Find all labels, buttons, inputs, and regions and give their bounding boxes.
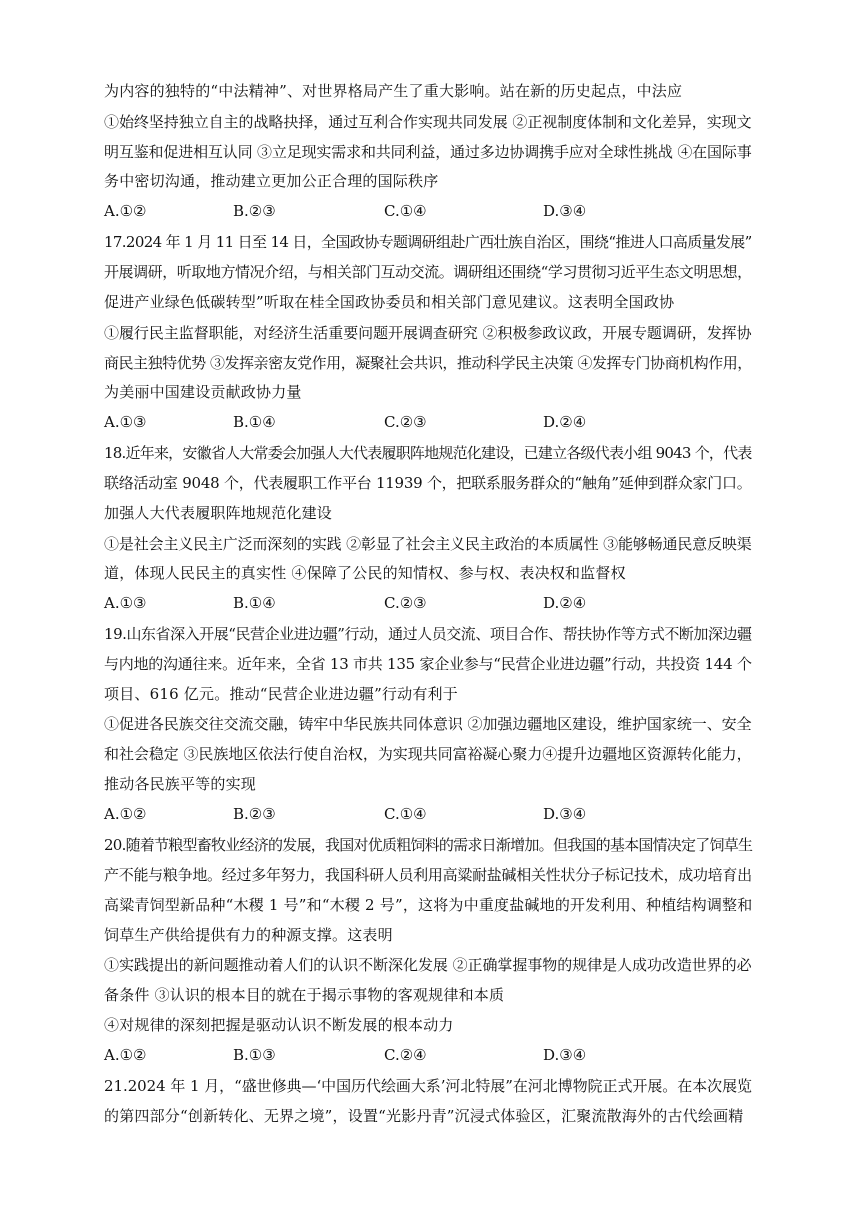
q19-statements-line-2: 和社会稳定 ③民族地区依法行使自治权，为实现共同富裕凝心聚力④提升边疆地区资源转化能力， [104,745,752,763]
q17-option-a[interactable]: A.①③ [104,413,147,431]
q17-option-b[interactable]: B.①④ [233,413,276,431]
q16-stem-continuation: 为内容的独特的“中法精神”、对世界格局产生了重大影响。站在新的历史起点，中法应 [104,82,683,100]
q20-option-c[interactable]: C.②④ [384,1046,427,1064]
q18-statements-line-1: ①是社会主义民主广泛而深刻的实践 ②彰显了社会主义民主政治的本质属性 ③能够畅通民意反映渠 [104,535,752,553]
q16-statements-line-1: ①始终坚持独立自主的战略抉择，通过互利合作实现共同发展 ②正视制度体制和文化差异，实现文 [104,113,752,131]
q19-option-b[interactable]: B.②③ [233,805,276,823]
q17-stem-line-2: 开展调研，听取地方情况介绍，与相关部门互动交流。调研组还围绕“学习贯彻习近平生态文明思想， [104,263,752,281]
q20-option-d[interactable]: D.③④ [543,1046,587,1064]
q18-stem-line-3: 加强人大代表履职阵地规范化建设 [104,504,333,522]
q17-stem-line-1: 17.2024 年 1 月 11 日至 14 日，全国政协专题调研组赴广西壮族自治区，围绕“推进人口高质量发展” [104,233,752,251]
q20-option-b[interactable]: B.①③ [233,1046,276,1064]
q16-option-a[interactable]: A.①② [104,202,147,220]
q17-option-c[interactable]: C.②③ [384,413,427,431]
q19-statements-line-1: ①促进各民族交往交流交融，铸牢中华民族共同体意识 ②加强边疆地区建设，维护国家统一、安全 [104,715,752,733]
q20-stem-line-4: 饲草生产供给提供有力的种源支撑。这表明 [104,926,393,944]
q20-stem-line-3: 高粱青饲型新品种“木稷 1 号”和“木稷 2 号”，这将为中重度盐碱地的开发利用、种植结构调整和 [104,896,753,914]
q16-option-d[interactable]: D.③④ [543,202,587,220]
q17-stem-line-3: 促进产业绿色低碳转型”听取在桂全国政协委员和相关部门意见建议。这表明全国政协 [104,293,675,311]
q18-option-b[interactable]: B.①④ [233,594,276,612]
q18-option-a[interactable]: A.①③ [104,594,147,612]
q19-option-a[interactable]: A.①② [104,805,147,823]
q19-stem-line-2: 与内地的沟通往来。近年来，全省 13 市共 135 家企业参与“民营企业进边疆”行动，共投资 144 个 [104,655,752,673]
q19-statements-line-3: 推动各民族平等的实现 [104,775,257,793]
q20-option-a[interactable]: A.①② [104,1046,147,1064]
q21-stem-line-2: 的第四部分“创新转化、无界之境”，设置“光影丹青”沉浸式体验区，汇聚流散海外的古代绘画精 [104,1107,744,1125]
q18-stem-line-1: 18.近年来，安徽省人大常委会加强人大代表履职阵地规范化建设，已建立各级代表小组 9043 个，代表 [104,444,752,462]
q18-stem-line-2: 联络活动室 9048 个，代表履职工作平台 11939 个，把联系服务群众的“触角”延伸到群众家门口。 [104,474,752,492]
q18-statements-line-2: 道，体现人民民主的真实性 ④保障了公民的知情权、参与权、表决权和监督权 [104,564,626,582]
q20-statements-line-3: ④对规律的深刻把握是驱动认识不断发展的根本动力 [104,1016,454,1034]
q21-stem-line-1: 21.2024 年 1 月，“盛世修典—‘中国历代绘画大系’河北特展”在河北博物院正式开展。在本次展览 [104,1077,752,1095]
q17-statements-line-2: 商民主独特优势 ③发挥亲密友党作用，凝聚社会共识，推动科学民主决策 ④发挥专门协商机构作用， [104,354,752,372]
q19-stem-line-3: 项目、616 亿元。推动“民营企业进边疆”行动有利于 [104,685,458,703]
q16-statements-line-2: 明互鉴和促进相互认同 ③立足现实需求和共同利益，通过多边协调携手应对全球性挑战 ④在国际事 [104,143,752,161]
q17-statements-line-1: ①履行民主监督职能，对经济生活重要问题开展调查研究 ②积极参政议政，开展专题调研，发挥协 [104,324,752,342]
q19-option-d[interactable]: D.③④ [543,805,587,823]
q17-option-d[interactable]: D.②④ [543,413,587,431]
q16-option-c[interactable]: C.①④ [384,202,427,220]
q17-statements-line-3: 为美丽中国建设贡献政协力量 [104,383,302,401]
q20-statements-line-2: 备条件 ③认识的根本目的就在于揭示事物的客观规律和本质 [104,986,505,1004]
q19-stem-line-1: 19.山东省深入开展“民营企业进边疆”行动，通过人员交流、项目合作、帮扶协作等方式不断加深边疆 [104,625,752,643]
q20-stem-line-2: 产不能与粮争地。经过多年努力，我国科研人员利用高粱耐盐碱相关性状分子标记技术，成功培育出 [104,866,752,884]
q16-option-b[interactable]: B.②③ [233,202,276,220]
q18-option-c[interactable]: C.②③ [384,594,427,612]
q16-statements-line-3: 务中密切沟通，推动建立更加公正合理的国际秩序 [104,172,439,190]
q18-option-d[interactable]: D.②④ [543,594,587,612]
q20-statements-line-1: ①实践提出的新问题推动着人们的认识不断深化发展 ②正确掌握事物的规律是人成功改造世界的必 [104,956,752,974]
q20-stem-line-1: 20.随着节粮型畜牧业经济的发展，我国对优质粗饲料的需求日渐增加。但我国的基本国情决定了饲草生 [104,836,753,854]
q19-option-c[interactable]: C.①④ [384,805,427,823]
